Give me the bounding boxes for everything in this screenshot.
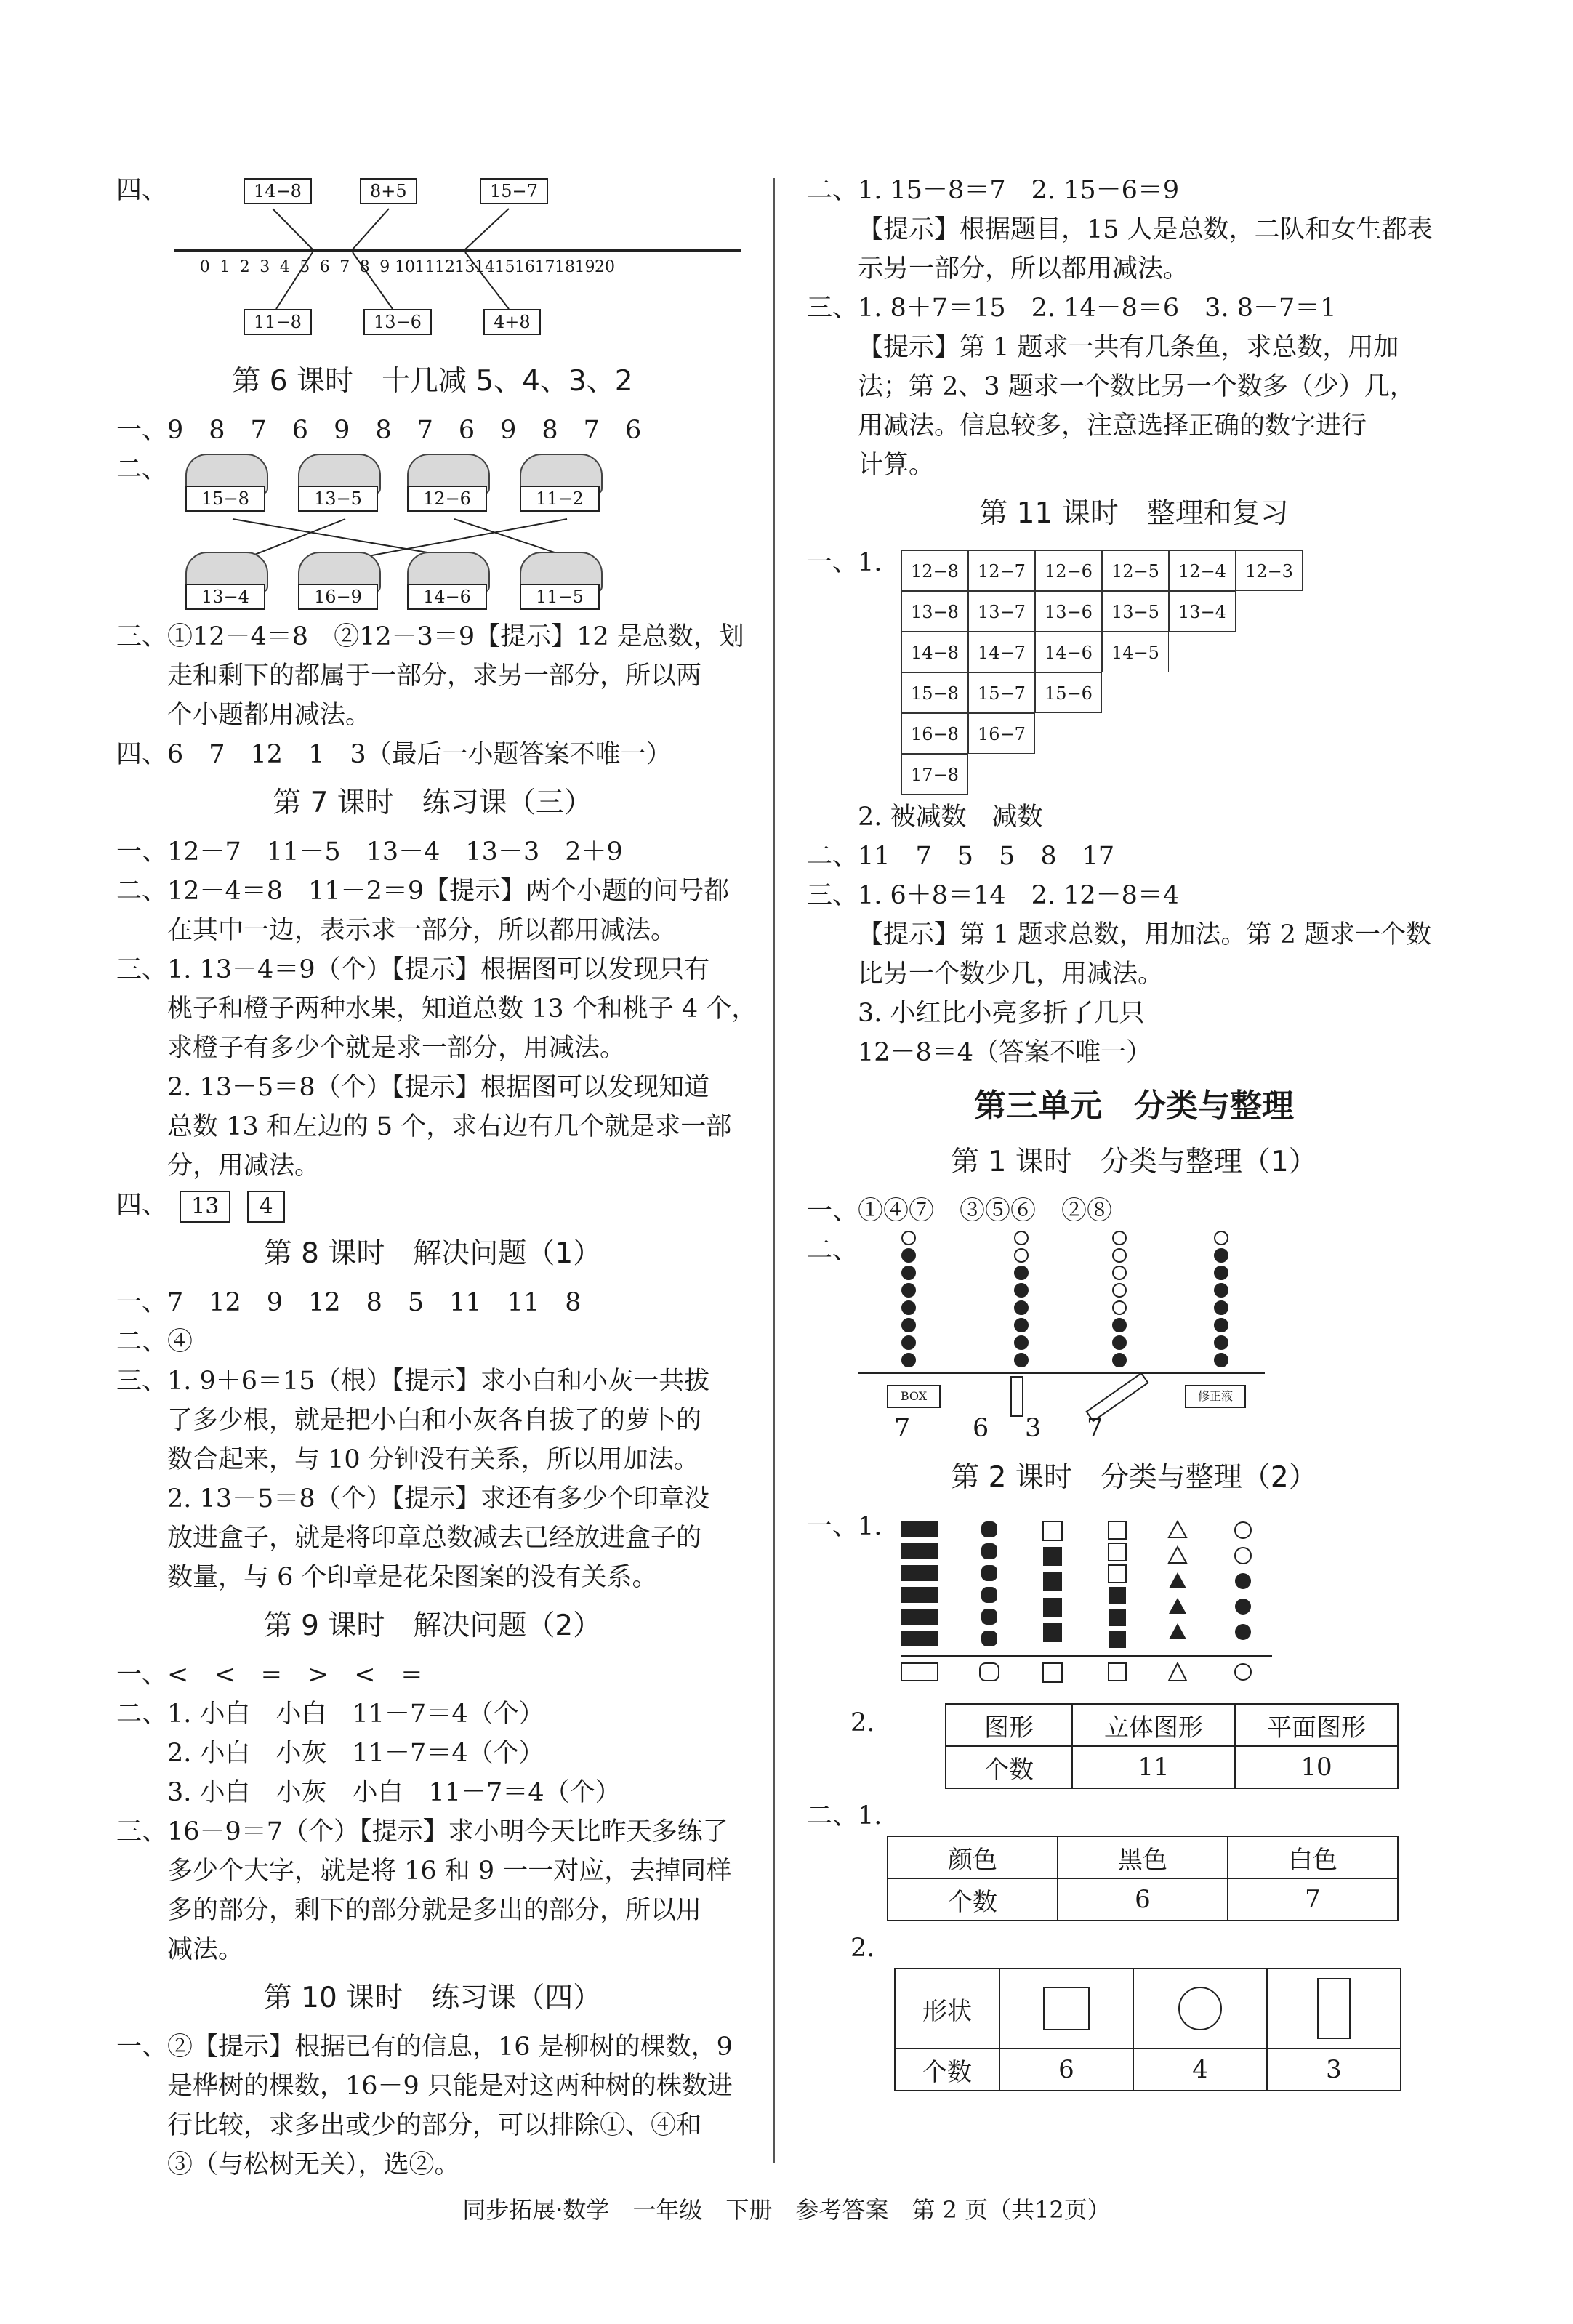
bead [1112, 1300, 1127, 1315]
table-header: 图形 [946, 1704, 1072, 1746]
bottom-box: 4+8 [483, 309, 541, 335]
bead [901, 1231, 916, 1245]
table-cell: 个数 [946, 1746, 1072, 1788]
section-label: 2. [850, 1708, 875, 1737]
answer-line: 2. 13－5＝8（个）【提示】根据图可以发现知道 [167, 1073, 710, 1102]
subtraction-grid [807, 543, 1461, 797]
top-box: 14−8 [244, 178, 312, 204]
table-cell: 10 [1235, 1746, 1398, 1788]
table-header: 黑色 [1058, 1836, 1228, 1878]
tick: 16 [515, 258, 535, 276]
grid-cell: 12−4 [1169, 550, 1236, 591]
owl-label: 15−8 [185, 486, 265, 512]
correction-fluid-icon: 修正液 [1185, 1385, 1246, 1408]
bead [1214, 1266, 1228, 1280]
table-cell: 6 [1058, 1878, 1228, 1921]
tick: 0 [199, 258, 210, 276]
answer-line: 【提示】根据题目，15 人是总数，二队和女生都表 [858, 215, 1433, 244]
tick: 12 [435, 258, 455, 276]
answer-line: 12－8＝4（答案不唯一） [858, 1038, 1152, 1067]
answer-line: 一、②【提示】根据已有的信息，16 是柳树的棵数，9 [116, 2033, 733, 2062]
tick: 11 [414, 258, 435, 276]
bead [1014, 1283, 1029, 1298]
owl-label: 13−5 [298, 486, 378, 512]
tick: 14 [475, 258, 495, 276]
column-divider [773, 178, 775, 2163]
bead [1014, 1248, 1029, 1263]
grid-cell: 14−8 [901, 632, 968, 672]
tick: 20 [595, 258, 615, 276]
grid-cell: 13−7 [968, 591, 1035, 632]
lesson-title: 第 9 课时 解决问题（2） [263, 1609, 602, 1642]
bottom-box: 13−6 [363, 309, 432, 335]
table-row-wrap [807, 1703, 1461, 1789]
bead [1112, 1283, 1127, 1298]
count: 3 [1025, 1414, 1042, 1443]
cat-label: 16−9 [298, 584, 378, 610]
tick: 9 [379, 258, 390, 276]
number-line [174, 249, 741, 252]
grid-cell: 15−8 [901, 672, 968, 713]
answer-line: ③（与松树无关），选②。 [167, 2150, 460, 2179]
grid-cell: 13−4 [1169, 591, 1236, 632]
grid-cell: 13−6 [1035, 591, 1102, 632]
answer-line: 3. 小红比小亮多折了几只 [858, 999, 1145, 1028]
owl-card [185, 454, 265, 519]
shape-columns [901, 1514, 1279, 1689]
section-label: 一、1. [807, 548, 882, 577]
answer-line: 二、1. 15－8＝7 2. 15－6＝9 [807, 176, 1180, 205]
bead-column [1214, 1231, 1228, 1367]
owl-card [520, 454, 600, 519]
answer-line: 放进盒子，就是将印章总数减去已经放进盒子的 [167, 1524, 702, 1553]
answer-line: 法；第 2、3 题求一个数比另一个数多（少）几， [858, 372, 1415, 401]
bottom-box: 11−8 [244, 309, 312, 335]
grid-cell: 12−8 [901, 550, 968, 591]
shape-count-table [945, 1703, 1399, 1789]
lesson-title: 第 2 课时 分类与整理（2） [951, 1461, 1317, 1494]
tick: 4 [279, 258, 290, 276]
answer-line: 数合起来，与 10 分钟没有关系，所以用加法。 [167, 1445, 699, 1474]
bead [1214, 1300, 1228, 1315]
baseline [858, 1372, 1265, 1374]
table-header: 颜色 [888, 1836, 1058, 1878]
grid-cell: 12−5 [1102, 550, 1169, 591]
bead [901, 1318, 916, 1332]
table-cell [999, 1969, 1133, 2048]
cat-label: 14−6 [407, 584, 487, 610]
tick: 19 [574, 258, 595, 276]
color-count-table [887, 1836, 1399, 1921]
tick: 7 [339, 258, 350, 276]
unit-title: 第三单元 分类与整理 [974, 1087, 1294, 1125]
bead [1014, 1300, 1029, 1315]
tick: 2 [239, 258, 250, 276]
rectangle-icon [1317, 1978, 1351, 2039]
bead [1214, 1335, 1228, 1350]
bead [1112, 1335, 1127, 1350]
lesson-title: 第 1 课时 分类与整理（1） [951, 1146, 1317, 1178]
table-cell: 3 [1267, 2048, 1401, 2091]
answer-line: 走和剩下的都属于一部分，求另一部分，所以两 [167, 662, 702, 691]
answer-line: 求橙子有多少个就是求一部分，用减法。 [167, 1034, 626, 1063]
grid-cell: 15−7 [968, 672, 1035, 713]
section-label: 二、 [807, 1236, 858, 1265]
answer-box: 13 [180, 1191, 230, 1223]
answer-line: 【提示】第 1 题求总数，用加法。第 2 题求一个数 [858, 920, 1432, 949]
answer-line: 三、16－9＝7（个）【提示】求小明今天比昨天多练了 [116, 1817, 728, 1846]
answer-box: 4 [247, 1191, 284, 1223]
right-column [807, 171, 1461, 2091]
grid-cell: 15−6 [1035, 672, 1102, 713]
left-column [116, 171, 757, 2184]
grid-cell: 13−8 [901, 591, 968, 632]
bead [1112, 1318, 1127, 1332]
answer-line: 总数 13 和左边的 5 个，求右边有几个就是求一部 [167, 1112, 732, 1141]
table-header: 白色 [1228, 1836, 1398, 1878]
answer-line: 一、7 12 9 12 8 5 11 11 8 [116, 1288, 582, 1317]
lesson-title: 第 11 课时 整理和复习 [979, 497, 1289, 530]
answer-line: 用减法。信息较多，注意选择正确的数字进行 [858, 411, 1367, 441]
bead-column [901, 1231, 916, 1367]
tick: 8 [359, 258, 370, 276]
answer-line: 三、1. 9＋6＝15（根）【提示】求小白和小灰一共拔 [116, 1367, 710, 1396]
answer-line: 减法。 [167, 1935, 244, 1964]
cat-card [298, 552, 378, 617]
answer-line: 3. 小白 小灰 小白 11－7＝4（个） [167, 1778, 621, 1807]
grid-cell: 14−7 [968, 632, 1035, 672]
grid-cell: 17−8 [901, 754, 968, 795]
bead [1014, 1266, 1029, 1280]
answer-line: 三、1. 8＋7＝15 2. 14－8＝6 3. 8－7＝1 [807, 294, 1337, 323]
answer-line: 三、①12－4＝8 ②12－3＝9【提示】12 是总数，划 [116, 622, 744, 651]
bead [901, 1335, 916, 1350]
bead [1014, 1353, 1029, 1367]
owl-label: 12−6 [407, 486, 487, 512]
cat-label: 11−5 [520, 584, 600, 610]
shape-sorting [807, 1507, 1461, 1703]
answer-line: 一、12－7 11－5 13－4 13－3 2＋9 [116, 837, 623, 867]
bead [1112, 1248, 1127, 1263]
top-box: 15−7 [480, 178, 548, 204]
answer-line: 三、1. 13－4＝9（个）【提示】根据图可以发现只有 [116, 955, 710, 984]
grid-cell: 13−5 [1102, 591, 1169, 632]
tick-labels [195, 258, 615, 276]
answer-line: 2. 被减数 减数 [858, 803, 1043, 832]
cat-label: 13−4 [185, 584, 265, 610]
section-label: 四、 [116, 176, 168, 205]
answer-line: 2. 小白 小灰 11－7＝4（个） [167, 1739, 544, 1768]
owl-card [298, 454, 378, 519]
grid-cell: 16−8 [901, 713, 968, 754]
table-header: 形状 [895, 1969, 999, 2048]
tick: 10 [395, 258, 415, 276]
table-cell: 个数 [888, 1878, 1058, 1921]
table-cell: 6 [999, 2048, 1133, 2091]
answer-line: 了多少根，就是把小白和小灰各自拔了的萝卜的 [167, 1406, 702, 1435]
answer-line: 在其中一边，表示求一部分，所以都用减法。 [167, 916, 677, 945]
answer-line: 一、< < = > < = [116, 1660, 422, 1689]
tick: 6 [319, 258, 330, 276]
owl-card [407, 454, 487, 519]
answer-line: 二、12－4＝8 11－2＝9【提示】两个小题的问号都 [116, 877, 730, 906]
bead-column [1014, 1231, 1029, 1367]
grid-cell: 16−7 [968, 713, 1035, 754]
count: 7 [894, 1414, 911, 1443]
tick: 3 [260, 258, 270, 276]
pencil-icon [1010, 1376, 1023, 1417]
answer-line: 桃子和橙子两种水果，知道总数 13 个和桃子 4 个， [167, 994, 757, 1024]
answer-line: 多少个大字，就是将 16 和 9 一一对应，去掉同样 [167, 1857, 732, 1886]
grid-cell: 12−3 [1236, 550, 1303, 591]
tick: 15 [494, 258, 515, 276]
grid-cell: 14−5 [1102, 632, 1169, 672]
answer-line: 一、①④⑦ ③⑤⑥ ②⑧ [807, 1197, 1113, 1226]
eraser-icon: BOX [887, 1385, 941, 1408]
bead [1014, 1335, 1029, 1350]
bead [901, 1353, 916, 1367]
cat-card [520, 552, 600, 617]
tick: 1 [220, 258, 230, 276]
circle-icon [1178, 1987, 1222, 2030]
bead [1214, 1283, 1228, 1298]
bead [901, 1248, 916, 1263]
answer-line: 二、④ [116, 1327, 193, 1356]
answer-line: 计算。 [858, 451, 935, 480]
tick: 18 [555, 258, 575, 276]
section-label: 二、1. [807, 1801, 882, 1830]
table-cell: 4 [1133, 2048, 1267, 2091]
answer-line [116, 1186, 749, 1225]
bead [901, 1266, 916, 1280]
table-cell: 11 [1072, 1746, 1235, 1788]
lesson-title: 第 6 课时 十几减 5、4、3、2 [232, 365, 633, 398]
bead [1014, 1318, 1029, 1332]
answer-line: 【提示】第 1 题求一共有几条鱼，求总数，用加 [858, 333, 1399, 362]
grid-cell: 14−6 [1035, 632, 1102, 672]
table-cell [1133, 1969, 1267, 2048]
bead [1112, 1266, 1127, 1280]
bead [1214, 1231, 1228, 1245]
answer-line: 个小题都用减法。 [167, 701, 371, 730]
answer-line: 比另一个数少几，用减法。 [858, 960, 1164, 989]
table-cell: 7 [1228, 1878, 1398, 1921]
table-header: 平面图形 [1235, 1704, 1398, 1746]
count: 6 [973, 1414, 989, 1443]
lesson-title: 第 8 课时 解决问题（1） [263, 1237, 602, 1270]
answer-line: 多的部分，剩下的部分就是多出的部分，所以用 [167, 1896, 702, 1925]
tick: 5 [299, 258, 310, 276]
grid-cell: 12−7 [968, 550, 1035, 591]
bead-column [1112, 1231, 1127, 1367]
tick: 17 [534, 258, 555, 276]
bead [1112, 1353, 1127, 1367]
answer-line: 三、1. 6＋8＝14 2. 12－8＝4 [807, 881, 1180, 910]
outline-shape-table [894, 1968, 1401, 2091]
answer-line: 二、1. 小白 小白 11－7＝4（个） [116, 1700, 544, 1729]
cat-card [407, 552, 487, 617]
answer-line: 二、11 7 5 5 8 17 [807, 842, 1115, 871]
answer-line: 是桦树的棵数，16－9 只能是对这两种树的株数进 [167, 2072, 733, 2101]
answer-line: 分，用减法。 [167, 1151, 321, 1181]
grid-cell: 12−6 [1035, 550, 1102, 591]
section-label: 2. [850, 1934, 875, 1963]
answer-line: 一、9 8 7 6 9 8 7 6 9 8 7 6 [116, 416, 642, 445]
bead [1014, 1231, 1029, 1245]
section-label: 一、1. [807, 1512, 882, 1541]
count: 7 [1087, 1414, 1103, 1443]
table-cell [1267, 1969, 1401, 2048]
top-box: 8+5 [360, 178, 417, 204]
bead [1214, 1353, 1228, 1367]
answer-line: 示另一部分，所以都用减法。 [858, 254, 1189, 284]
section-label: 四、 [116, 1191, 168, 1220]
lesson-title: 第 10 课时 练习课（四） [263, 1982, 602, 2014]
bead [1112, 1231, 1127, 1245]
answer-line: 行比较，求多出或少的部分，可以排除①、④和 [167, 2111, 702, 2140]
answer-line: 四、6 7 12 1 3（最后一小题答案不唯一） [116, 740, 672, 769]
section-label: 二、 [116, 455, 168, 484]
square-icon [1043, 1987, 1090, 2030]
answer-line: 数量，与 6 个印章是花朵图案的没有关系。 [167, 1563, 658, 1592]
tick: 13 [454, 258, 475, 276]
bead [901, 1300, 916, 1315]
number-line-exercise [116, 171, 749, 353]
page-footer: 同步拓展·数学 一年级 下册 参考答案 第 2 页（共12页） [462, 2196, 1111, 2224]
bead [901, 1283, 916, 1298]
owl-label: 11−2 [520, 486, 600, 512]
table-header: 立体图形 [1072, 1704, 1235, 1746]
table-cell: 个数 [895, 2048, 999, 2091]
bead-chart [807, 1231, 1461, 1449]
cat-card [185, 552, 265, 617]
answer-line: 2. 13－5＝8（个）【提示】求还有多少个印章没 [167, 1484, 710, 1513]
bead [1214, 1318, 1228, 1332]
owl-matching [116, 450, 749, 617]
bead [1214, 1248, 1228, 1263]
lesson-title: 第 7 课时 练习课（三） [273, 787, 592, 819]
